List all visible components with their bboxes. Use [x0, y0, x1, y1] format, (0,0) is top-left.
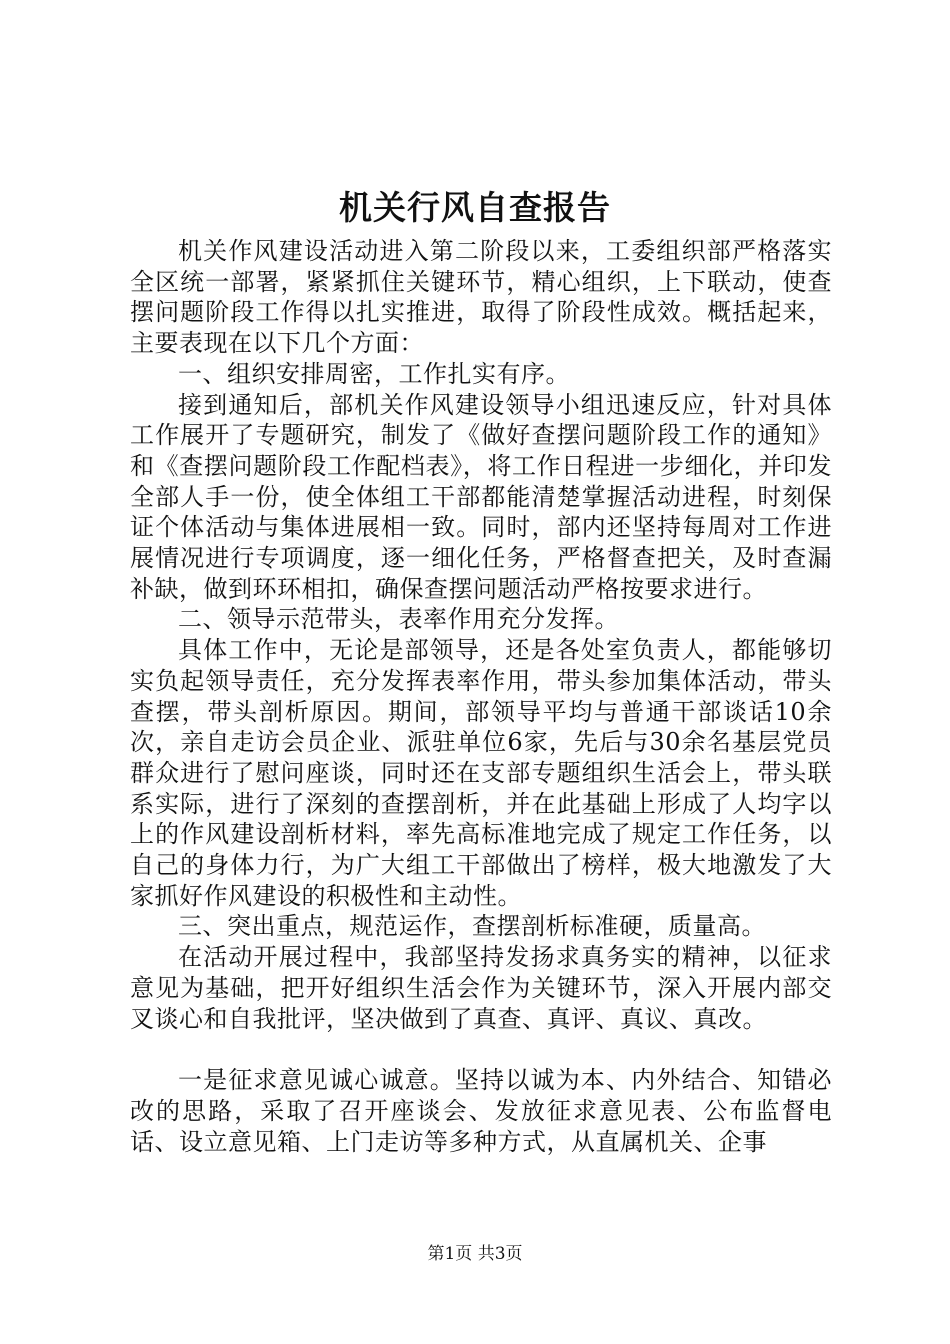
paragraph-intro: 机关作风建设活动进入第二阶段以来，工委组织部严格落实全区统一部署，紧紧抓住关键环节，精心组织，上下联动，使查摆问题阶段工作得以扎实推进，取得了阶段性成效。概括起来，主要表现在以下几个方面： — [130, 237, 832, 358]
paragraph-spacer — [130, 1034, 832, 1065]
page-number: 第1页 共3页 — [427, 1244, 523, 1264]
document-title: 机关行风自查报告 — [339, 188, 611, 227]
paragraph-opinions: 一是征求意见诚心诚意。坚持以诚为本、内外结合、知错必改的思路，采取了召开座谈会、发放征求意见表、公布监督电话、设立意见箱、上门走访等多种方式，从直属机关、企事 — [130, 1066, 832, 1156]
section-heading-3: 三、突出重点，规范运作，查摆剖析标准硬，质量高。 — [178, 912, 766, 941]
section-heading-2: 二、领导示范带头，表率作用充分发挥。 — [178, 605, 619, 634]
paragraph-section-2: 具体工作中，无论是部领导，还是各处室负责人，都能够切实负起领导责任，充分发挥表率作用，带头参加集体活动，带头查摆，带头剖析原因。期间，部领导平均与普通干部谈话10余次，亲自走访会员企业、派驻单位6家，先后与30余名基层党员群众进行了慰问座谈，同时还在支部专题组织生活会上，带头联系实际，进行了深刻的查摆剖析，并在此基础上形成了人均字以上的作风建设剖析材料，率先高标准地完成了规定工作任务，以自己的身体力行，为广大组工干部做出了榜样，极大地激发了大家抓好作风建设的积极性和主动性。 — [130, 636, 832, 910]
paragraph-section-3: 在活动开展过程中，我部坚持发扬求真务实的精神，以征求意见为基础，把开好组织生活会作为关键环节，深入开展内部交叉谈心和自我批评，坚决做到了真查、真评、真议、真改。 — [130, 943, 832, 1033]
document-body — [130, 236, 832, 1157]
paragraph-section-1: 接到通知后，部机关作风建设领导小组迅速反应，针对具体工作展开了专题研究，制发了《做好查摆问题阶段工作的通知》和《查摆问题阶段工作配档表》，将工作日程进一步细化，并印发全部人手一份，使全体组工干部都能清楚掌握活动进程，时刻保证个体活动与集体进展相一致。同时，部内还坚持每周对工作进展情况进行专项调度，逐一细化任务，严格督查把关，及时查漏补缺，做到环环相扣，确保查摆问题活动严格按要求进行。 — [130, 390, 832, 603]
section-heading-1: 一、组织安排周密，工作扎实有序。 — [178, 359, 570, 388]
